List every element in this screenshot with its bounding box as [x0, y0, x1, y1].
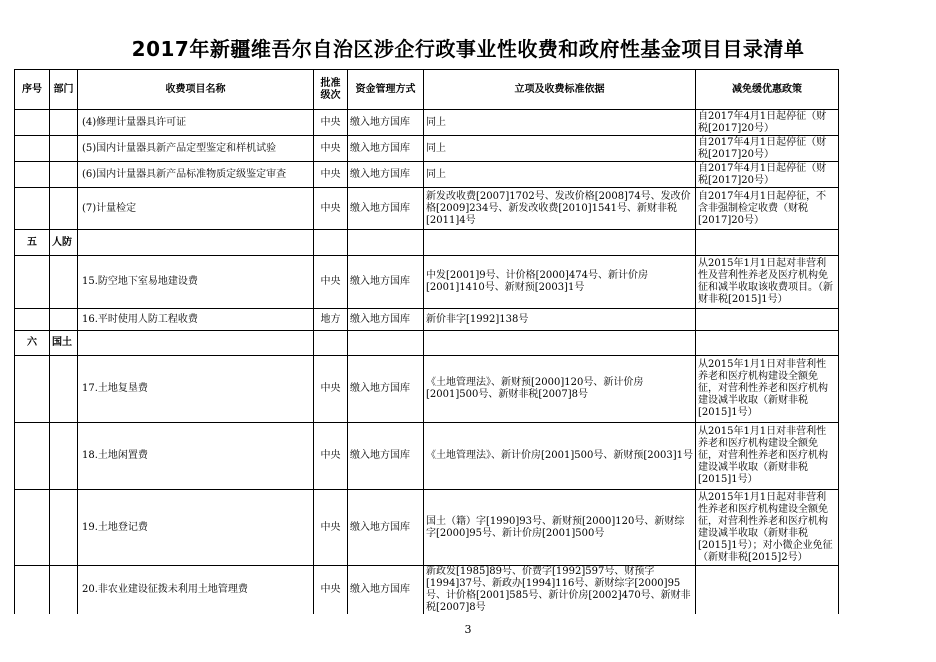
cell-policy [696, 331, 839, 356]
cell-dept [50, 309, 78, 331]
cell-name: (4)修理计量器具许可证 [78, 110, 314, 136]
section-row [15, 230, 839, 256]
cell-fund: 缴入地方国库 [348, 566, 424, 615]
header-name: 收费项目名称 [78, 70, 314, 110]
cell-seq [15, 490, 50, 566]
cell-policy [696, 566, 839, 615]
table-row [15, 256, 839, 309]
cell-name: 15.防空地下室易地建设费 [78, 256, 314, 309]
cell-seq: 五 [15, 230, 50, 256]
cell-name: 20.非农业建设征拨未利用土地管理费 [78, 566, 314, 615]
cell-fund: 缴入地方国库 [348, 356, 424, 423]
cell-basis [424, 230, 696, 256]
fee-table [14, 69, 839, 614]
cell-level: 中央 [314, 136, 348, 162]
cell-dept [50, 356, 78, 423]
page-number: 3 [464, 623, 472, 636]
cell-name: (5)国内计量器具新产品定型鉴定和样机试验 [78, 136, 314, 162]
cell-dept [50, 566, 78, 615]
cell-fund: 缴入地方国库 [348, 162, 424, 188]
cell-basis: 同上 [424, 162, 696, 188]
header-level: 批准级次 [314, 70, 348, 110]
cell-seq: 六 [15, 331, 50, 356]
cell-fund: 缴入地方国库 [348, 256, 424, 309]
table-row [15, 309, 839, 331]
cell-basis: 新发改收费[2007]1702号、发改价格[2008]74号、发改价格[2009]234号、新发改收费[2010]1541号、新财非税[2011]4号 [424, 188, 696, 230]
cell-level: 中央 [314, 110, 348, 136]
cell-basis [424, 331, 696, 356]
cell-fund [348, 230, 424, 256]
cell-seq [15, 162, 50, 188]
cell-name: (6)国内计量器具新产品标准物质定级鉴定审查 [78, 162, 314, 188]
cell-dept: 国土 [50, 331, 78, 356]
header-dept: 部门 [50, 70, 78, 110]
cell-name: 19.土地登记费 [78, 490, 314, 566]
cell-level: 中央 [314, 423, 348, 490]
cell-level: 中央 [314, 256, 348, 309]
cell-level: 中央 [314, 162, 348, 188]
cell-seq [15, 136, 50, 162]
cell-policy: 自2017年4月1日起停征（财税[2017]20号） [696, 162, 839, 188]
cell-level: 中央 [314, 490, 348, 566]
cell-basis: 新价非字[1992]138号 [424, 309, 696, 331]
cell-fund: 缴入地方国库 [348, 490, 424, 566]
cell-basis: 国土（籍）字[1990]93号、新财预[2000]120号、新财综字[2000]95号、新计价房[2001]500号 [424, 490, 696, 566]
cell-dept [50, 256, 78, 309]
cell-basis: 同上 [424, 110, 696, 136]
table-row [15, 490, 839, 566]
cell-seq [15, 356, 50, 423]
cell-basis: 中发[2001]9号、计价格[2000]474号、新计价房[2001]1410号、新财预[2003]1号 [424, 256, 696, 309]
section-row [15, 331, 839, 356]
cell-fund: 缴入地方国库 [348, 110, 424, 136]
cell-policy [696, 309, 839, 331]
cell-seq [15, 566, 50, 615]
cell-basis: 《土地管理法》、新计价房[2001]500号、新财预[2003]1号 [424, 423, 696, 490]
cell-policy: 自2017年4月1日起停征（财税[2017]20号） [696, 136, 839, 162]
cell-basis: 《土地管理法》、新财预[2000]120号、新计价房[2001]500号、新财非税[2007]8号 [424, 356, 696, 423]
table-row [15, 566, 839, 615]
header-policy: 减免缓优惠政策 [696, 70, 839, 110]
cell-level [314, 331, 348, 356]
table-row [15, 356, 839, 423]
cell-name: 16.平时使用人防工程收费 [78, 309, 314, 331]
cell-policy [696, 230, 839, 256]
cell-dept [50, 162, 78, 188]
cell-dept: 人防 [50, 230, 78, 256]
cell-level: 地方 [314, 309, 348, 331]
cell-policy: 自2017年4月1日起停征（财税[2017]20号） [696, 110, 839, 136]
cell-dept [50, 490, 78, 566]
cell-level [314, 230, 348, 256]
cell-policy: 从2015年1月1日对非营利性养老和医疗机构建设全额免征，对营利性养老和医疗机构建设减半收取（新财非税[2015]1号） [696, 423, 839, 490]
table-header-row [15, 70, 839, 110]
cell-level: 中央 [314, 188, 348, 230]
cell-name [78, 230, 314, 256]
cell-level: 中央 [314, 566, 348, 615]
cell-seq [15, 423, 50, 490]
table-row [15, 136, 839, 162]
cell-name: (7)计量检定 [78, 188, 314, 230]
cell-fund: 缴入地方国库 [348, 136, 424, 162]
cell-policy: 自2017年4月1日起停征，不含非强制检定收费（财税[2017]20号） [696, 188, 839, 230]
cell-fund: 缴入地方国库 [348, 188, 424, 230]
cell-dept [50, 188, 78, 230]
cell-policy: 从2015年1月1日起对非营利性养老和医疗机构建设全额免征，对营利性养老和医疗机构建设减半收取（新财非税[2015]1号）；对小微企业免征（新财非税[2015]2号） [696, 490, 839, 566]
cell-name: 18.土地闲置费 [78, 423, 314, 490]
cell-basis: 同上 [424, 136, 696, 162]
table-row [15, 423, 839, 490]
cell-fund [348, 331, 424, 356]
cell-fund: 缴入地方国库 [348, 309, 424, 331]
cell-name: 17.土地复垦费 [78, 356, 314, 423]
cell-dept [50, 423, 78, 490]
cell-seq [15, 188, 50, 230]
page-title: 2017年新疆维吾尔自治区涉企行政事业性收费和政府性基金项目目录清单 [131, 37, 805, 61]
cell-dept [50, 110, 78, 136]
table-row [15, 162, 839, 188]
cell-dept [50, 136, 78, 162]
cell-name [78, 331, 314, 356]
header-fund: 资金管理方式 [348, 70, 424, 110]
table-row [15, 188, 839, 230]
cell-level: 中央 [314, 356, 348, 423]
cell-seq [15, 256, 50, 309]
cell-basis: 新政发[1985]89号、价费字[1992]597号、财预字[1994]37号、新政办[1994]116号、新财综字[2000]95号、计价格[2001]585号、新计价房[2002]470号、新财非税[2007]8号 [424, 566, 696, 615]
table-row [15, 110, 839, 136]
cell-fund: 缴入地方国库 [348, 423, 424, 490]
cell-seq [15, 110, 50, 136]
cell-policy: 从2015年1月1日对非营利性养老和医疗机构建设全额免征，对营利性养老和医疗机构建设减半收取（新财非税[2015]1号） [696, 356, 839, 423]
header-seq: 序号 [15, 70, 50, 110]
header-basis: 立项及收费标准依据 [424, 70, 696, 110]
cell-seq [15, 309, 50, 331]
cell-policy: 从2015年1月1日起对非营利性及营利性养老及医疗机构免征和减半收取该收费项目。（新财非税[2015]1号） [696, 256, 839, 309]
